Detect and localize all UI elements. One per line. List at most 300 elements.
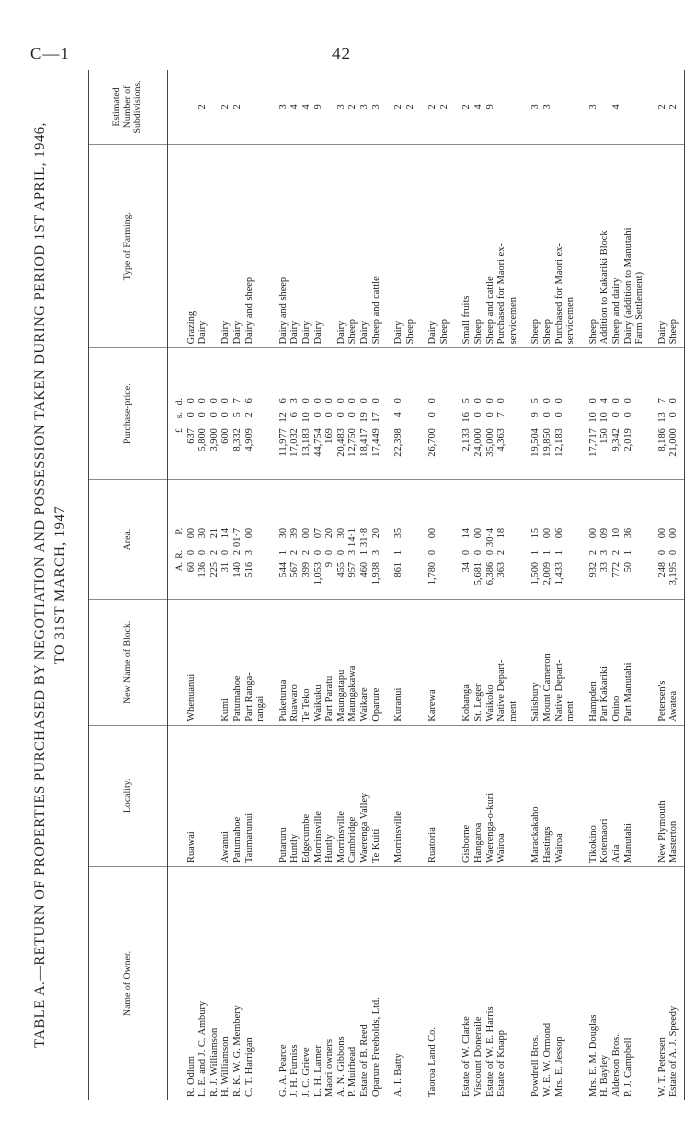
roods-value: 1 <box>553 549 565 556</box>
subdivisions-cell <box>554 70 566 144</box>
perches-value: 30 <box>277 527 289 539</box>
table-row <box>657 70 669 1100</box>
block-cell: Part Paratu <box>324 599 336 725</box>
roods-value: 0 <box>473 549 485 556</box>
perches-value: 00 <box>668 527 680 539</box>
area-cell <box>668 480 684 600</box>
units-row <box>168 70 186 1100</box>
pounds-value: 24,000 <box>473 428 485 457</box>
farming-cell <box>324 144 336 348</box>
farming-cell: Dairy <box>427 144 439 348</box>
owner-cell: C. T. Harrigan <box>243 1037 255 1097</box>
subdivisions-cell: 2 <box>232 70 244 144</box>
shillings-value: 0 <box>220 412 232 418</box>
subdivisions-cell <box>255 70 267 144</box>
perches-value: 00 <box>587 527 599 539</box>
pounds-value: 19,850 <box>542 428 554 457</box>
acres-value: 3,195 <box>668 561 680 586</box>
locality-cell <box>634 725 646 866</box>
owner-cell: L. H. Larner <box>312 1045 324 1097</box>
pence-value: 6 <box>277 398 289 404</box>
price-cell <box>313 348 325 480</box>
locality-cell <box>508 725 520 866</box>
area-cell <box>496 480 508 600</box>
area-cell <box>393 480 405 600</box>
pounds-value: 17,449 <box>370 428 382 457</box>
pence-value: 0 <box>312 398 324 404</box>
subdivisions-cell: 2 <box>347 70 359 144</box>
acres-value: 34 <box>461 561 473 573</box>
area-cell <box>611 480 623 600</box>
locality-cell: Patumahoe <box>232 725 244 866</box>
pounds-value: 44,754 <box>312 428 324 457</box>
pounds-value: 22,398 <box>393 428 405 457</box>
shillings-value: 10 <box>599 412 611 423</box>
subdivisions-cell <box>244 70 256 144</box>
price-cell <box>588 348 600 480</box>
farming-cell: Dairy <box>220 144 232 348</box>
acres-value: 2,009 <box>542 561 554 586</box>
subdivisions-cell: 2 <box>427 70 439 144</box>
shillings-value: 0 <box>473 412 485 418</box>
pounds-value: 17,032 <box>289 428 301 457</box>
pounds-value: 3,900 <box>208 428 220 452</box>
block-cell: Karewa <box>427 599 439 725</box>
unit-shillings: s. <box>174 412 185 419</box>
block-cell: Puketurua <box>278 599 290 725</box>
price-cell <box>599 348 611 480</box>
table-row <box>599 70 611 1100</box>
subdivisions-cell: 4 <box>611 70 623 144</box>
table-row <box>244 70 256 1100</box>
farming-cell: Sheep <box>473 144 485 348</box>
roods-value: 0 <box>484 549 496 556</box>
pence-value: 7 <box>231 398 243 404</box>
subdivisions-cell: 2 <box>197 70 209 144</box>
price-cell <box>485 348 497 480</box>
shillings-value: 0 <box>185 412 197 418</box>
farming-cell: Small fruits <box>461 144 473 348</box>
table-row <box>588 70 600 1100</box>
block-cell: Kuranui <box>393 599 405 725</box>
block-cell: Te Teko <box>301 599 313 725</box>
farming-cell: Sheep <box>668 144 684 348</box>
block-cell: Oparure <box>371 599 383 725</box>
subdivisions-cell: 2 <box>461 70 473 144</box>
locality-cell: Masterton <box>668 725 684 866</box>
locality-cell: New Plymouth <box>657 725 669 866</box>
locality-cell: Taumarunui <box>244 725 256 866</box>
col-price: Purchase-price. <box>89 348 168 480</box>
farming-cell: Dairy <box>313 144 325 348</box>
table-row <box>439 70 451 1100</box>
farming-cell: Sheep <box>405 144 417 348</box>
locality-cell: Te Kuiti <box>371 725 383 866</box>
pence-value: 0 <box>668 398 680 404</box>
subdivisions-cell: 3 <box>359 70 371 144</box>
table-row <box>347 70 359 1100</box>
roods-value: 1 <box>358 549 370 556</box>
locality-cell: Kotemaori <box>599 725 611 866</box>
block-cell: Maungatapu <box>336 599 348 725</box>
table-title-line-2: TO 31ST MARCH, 1947 <box>52 505 68 665</box>
table-row <box>554 70 566 1100</box>
roods-value: 0 <box>335 549 347 556</box>
perches-value: 15 <box>530 527 542 539</box>
shillings-value: 0 <box>312 412 324 418</box>
area-cell <box>530 480 542 600</box>
owner-cell <box>565 866 577 1100</box>
shillings-value: 5 <box>231 412 243 418</box>
pence-value: 0 <box>300 398 312 404</box>
shillings-value: 10 <box>300 412 312 423</box>
pounds-value: 35,000 <box>484 428 496 457</box>
locality-cell: Huntly <box>324 725 336 866</box>
farming-cell: Dairy <box>232 144 244 348</box>
area-cell <box>244 480 256 600</box>
block-cell <box>405 599 417 725</box>
area-cell <box>289 480 301 600</box>
area-cell <box>634 480 646 600</box>
acres-value: 932 <box>587 561 599 578</box>
pence-value: 0 <box>484 398 496 404</box>
roods-value: 0 <box>324 549 336 556</box>
block-cell: Awatea <box>668 599 684 725</box>
shillings-value: 0 <box>611 412 622 418</box>
pence-value: 0 <box>358 398 370 404</box>
block-cell: Whenuanui <box>186 599 198 725</box>
area-cell <box>588 480 600 600</box>
shillings-value: 0 <box>197 412 209 418</box>
farming-cell: Dairy <box>657 144 669 348</box>
block-cell: Part Manutahi <box>623 599 635 725</box>
pence-value: 0 <box>197 398 209 404</box>
pounds-value: 169 <box>324 428 336 444</box>
pence-value: 6 <box>243 398 255 404</box>
owner-cell: A. I. Batty <box>393 1053 405 1097</box>
area-cell <box>565 480 577 600</box>
pounds-value: 18,417 <box>358 428 370 457</box>
pence-value: 0 <box>473 398 485 404</box>
area-cell <box>313 480 325 600</box>
shillings-value: 0 <box>542 412 554 418</box>
acres-value: 140 <box>231 561 243 578</box>
col-owner: Name of Owner. <box>89 866 168 1100</box>
perches-value: 00 <box>656 527 668 539</box>
farming-cell: Sheep <box>347 144 359 348</box>
subdivisions-cell <box>623 70 635 144</box>
price-cell <box>301 348 313 480</box>
unit-pence: d. <box>174 398 185 406</box>
price-cell <box>405 348 417 480</box>
price-cell <box>336 348 348 480</box>
owner-cell: Viscount Doneraile <box>473 1016 485 1097</box>
pence-value: 0 <box>208 398 220 404</box>
price-cell <box>232 348 244 480</box>
price-cell <box>657 348 669 480</box>
perches-value: 00 <box>300 527 312 539</box>
locality-cell: Aria <box>611 725 623 866</box>
price-cell <box>393 348 405 480</box>
table-row <box>461 70 473 1100</box>
pounds-value: 600 <box>220 428 232 444</box>
pounds-value: 8,186 <box>656 428 668 452</box>
roods-value: 0 <box>668 549 680 556</box>
price-cell <box>461 348 473 480</box>
row-spacer <box>519 70 530 1100</box>
roods-value: 3 <box>599 549 611 556</box>
roods-value: 2 <box>300 549 312 556</box>
table-title-line-1: TABLE A.—RETURN OF PROPERTIES PURCHASED BY NEGOTIATION AND POSSESSION TAKEN DURING PERIOD 1ST APRIL, 1946, <box>32 122 48 1048</box>
owner-cell: J. C. Grieve <box>300 1047 312 1097</box>
locality-cell <box>255 725 267 866</box>
pence-value: 0 <box>185 398 197 404</box>
farming-cell: Sheep <box>588 144 600 348</box>
acres-value: 455 <box>335 561 347 578</box>
pounds-value: 637 <box>185 428 197 444</box>
owner-cell: R. J. Williamson <box>208 1027 220 1097</box>
area-cell <box>324 480 336 600</box>
shillings-value: 6 <box>289 412 301 418</box>
pounds-value: 21,000 <box>668 428 680 457</box>
acres-value: 225 <box>208 561 220 578</box>
table-row <box>278 70 290 1100</box>
roods-value: 2 <box>289 549 301 556</box>
block-cell: Patumahoe <box>232 599 244 725</box>
acres-value: 1,433 <box>553 561 565 586</box>
locality-cell: Ruatoria <box>427 725 439 866</box>
shillings-value: 2 <box>243 412 255 418</box>
pounds-value: 12,750 <box>347 428 359 457</box>
table-row <box>473 70 485 1100</box>
area-cell <box>220 480 232 600</box>
table-row <box>508 70 520 1100</box>
block-cell: Waikoko <box>485 599 497 725</box>
block-cell: ment <box>508 599 520 725</box>
acres-value: 957 <box>347 561 359 578</box>
subdivisions-cell <box>209 70 221 144</box>
farming-cell: Purchased for Maori ex- <box>496 144 508 348</box>
acres-value: 1,938 <box>370 561 382 586</box>
price-cell <box>530 348 542 480</box>
locality-cell: Cambridge <box>347 725 359 866</box>
roods-value: 2 <box>231 549 243 556</box>
perches-value: 00 <box>185 527 197 539</box>
owner-cell: Alderson Bros. <box>611 1034 622 1097</box>
acres-value: 861 <box>393 561 405 578</box>
block-cell: Maungakawa <box>347 599 359 725</box>
roods-value: 0 <box>427 549 439 556</box>
row-spacer <box>450 70 461 1100</box>
price-cell <box>542 348 554 480</box>
owner-cell: P. Muirhead <box>347 1046 359 1097</box>
area-cell <box>301 480 313 600</box>
farming-cell: Sheep and cattle <box>485 144 497 348</box>
locality-cell: Wairoa <box>554 725 566 866</box>
roods-value: 2 <box>611 549 622 556</box>
farming-cell: Grazing <box>186 144 198 348</box>
area-cell <box>623 480 635 600</box>
perches-value: 14 <box>220 527 232 539</box>
price-cell <box>565 348 577 480</box>
roods-value: 2 <box>208 549 220 556</box>
block-cell: Onino <box>611 599 623 725</box>
owner-cell: Taoroa Land Co. <box>427 1027 439 1097</box>
acres-value: 1,780 <box>427 561 439 586</box>
row-spacer <box>382 70 393 1100</box>
row-spacer <box>577 70 588 1100</box>
area-cell <box>554 480 566 600</box>
perches-value: 31·8 <box>358 527 370 547</box>
table-row <box>405 70 417 1100</box>
subdivisions-cell: 2 <box>393 70 405 144</box>
page-number: 42 <box>332 44 351 63</box>
acres-value: 6,386 <box>484 561 496 586</box>
price-cell <box>197 348 209 480</box>
properties-table <box>88 70 685 1100</box>
perches-value: 07 <box>312 527 324 539</box>
locality-cell: Hangaroa <box>473 725 485 866</box>
area-cell <box>657 480 669 600</box>
owner-cell: Powdrell Bros. <box>530 1034 542 1097</box>
area-cell <box>542 480 554 600</box>
locality-cell: Wairoa <box>496 725 508 866</box>
acres-value: 1,500 <box>530 561 542 586</box>
locality-cell <box>565 725 577 866</box>
locality-cell: Morrinsville <box>393 725 405 866</box>
table-row <box>186 70 198 1100</box>
price-cell <box>289 348 301 480</box>
block-cell: Native Depart- <box>554 599 566 725</box>
pence-value: 0 <box>324 398 336 404</box>
perches-value: 39 <box>289 527 301 539</box>
price-cell <box>186 348 198 480</box>
price-cell <box>623 348 635 480</box>
col-area: Area. <box>89 480 168 600</box>
shillings-value: 10 <box>587 412 599 423</box>
perches-value: 01·7 <box>231 527 243 547</box>
subdivisions-cell <box>508 70 520 144</box>
farming-cell: Farm Settlement) <box>634 144 646 348</box>
farming-cell: Sheep <box>530 144 542 348</box>
block-cell: Native Depart- <box>496 599 508 725</box>
acres-value: 544 <box>277 561 289 578</box>
pounds-value: 19,504 <box>530 428 542 457</box>
block-cell: Ruawaro <box>289 599 301 725</box>
roods-value: 1 <box>622 549 634 556</box>
area-cell <box>347 480 359 600</box>
subdivisions-cell: 4 <box>289 70 301 144</box>
owner-cell <box>634 866 646 1100</box>
subdivisions-cell: 9 <box>313 70 325 144</box>
locality-cell <box>197 725 209 866</box>
pounds-value: 8,332 <box>231 428 243 452</box>
block-cell: ment <box>565 599 577 725</box>
acres-value: 5,681 <box>473 561 485 586</box>
pence-value: 0 <box>347 398 359 404</box>
price-cell <box>359 348 371 480</box>
area-cell <box>485 480 497 600</box>
table-row <box>530 70 542 1100</box>
locality-cell: Manutahi <box>623 725 635 866</box>
price-cell <box>634 348 646 480</box>
shillings-value: 0 <box>347 412 359 418</box>
subdivisions-cell <box>186 70 198 144</box>
pence-value: 0 <box>553 398 565 404</box>
pounds-value: 9,342 <box>611 428 622 452</box>
locality-cell: Waerenga-o-kuri <box>485 725 497 866</box>
owner-cell: H. Bayley <box>599 1054 611 1097</box>
table-row <box>301 70 313 1100</box>
perches-value: 18 <box>496 527 508 539</box>
owner-cell: L. E. and J. C. Ambury <box>197 1000 209 1097</box>
farming-cell: Sheep <box>439 144 451 348</box>
farming-cell: Purchased for Maori ex- <box>554 144 566 348</box>
farming-cell: Dairy <box>197 144 209 348</box>
area-cell <box>473 480 485 600</box>
subdivisions-cell: 3 <box>530 70 542 144</box>
farming-cell: Dairy <box>336 144 348 348</box>
shillings-value: 12 <box>277 412 289 423</box>
table-row <box>485 70 497 1100</box>
price-cell <box>508 348 520 480</box>
farming-cell: Dairy and sheep <box>244 144 256 348</box>
owner-cell: W. T. Petersen <box>656 1037 668 1097</box>
price-cell <box>209 348 221 480</box>
roods-value: 3 <box>347 549 359 556</box>
subdivisions-cell: 3 <box>588 70 600 144</box>
col-block: New Name of Block. <box>89 599 168 725</box>
subdivisions-cell <box>496 70 508 144</box>
perches-value: 00 <box>542 527 554 539</box>
acres-value: 136 <box>197 561 209 578</box>
price-cell <box>371 348 383 480</box>
block-cell: Kohanga <box>461 599 473 725</box>
owner-cell: R. Odlum <box>185 1056 197 1097</box>
owner-cell: J. H. Furniss <box>289 1044 301 1097</box>
shillings-value: 0 <box>622 412 634 418</box>
block-cell <box>634 599 646 725</box>
pence-value: 0 <box>220 398 232 404</box>
locality-cell: Marackakaho <box>530 725 542 866</box>
pounds-value: 11,977 <box>277 428 289 457</box>
area-cell <box>359 480 371 600</box>
area-cell <box>278 480 290 600</box>
farming-cell <box>209 144 221 348</box>
unit-perches: P. <box>174 527 185 535</box>
locality-cell: Hastings <box>542 725 554 866</box>
block-cell <box>209 599 221 725</box>
perches-value: 30 <box>197 527 209 539</box>
acres-value: 33 <box>599 561 611 573</box>
block-cell <box>439 599 451 725</box>
perches-value: 10 <box>611 527 622 539</box>
locality-cell: Morrinsville <box>313 725 325 866</box>
roods-value: 0 <box>220 549 232 556</box>
perches-value: 35 <box>393 527 405 539</box>
shillings-value: 4 <box>393 412 405 418</box>
perches-value: 09 <box>599 527 611 539</box>
locality-cell: Huntly <box>289 725 301 866</box>
subdivisions-cell: 4 <box>301 70 313 144</box>
locality-cell: Morrinsville <box>336 725 348 866</box>
block-cell: St. Leger <box>473 599 485 725</box>
pence-value: 0 <box>335 398 347 404</box>
owner-cell: Estate of W. E. Harris <box>484 1006 496 1097</box>
pence-value: 5 <box>461 398 473 404</box>
subdivisions-cell: 3 <box>336 70 348 144</box>
roods-value: 0 <box>185 549 197 556</box>
